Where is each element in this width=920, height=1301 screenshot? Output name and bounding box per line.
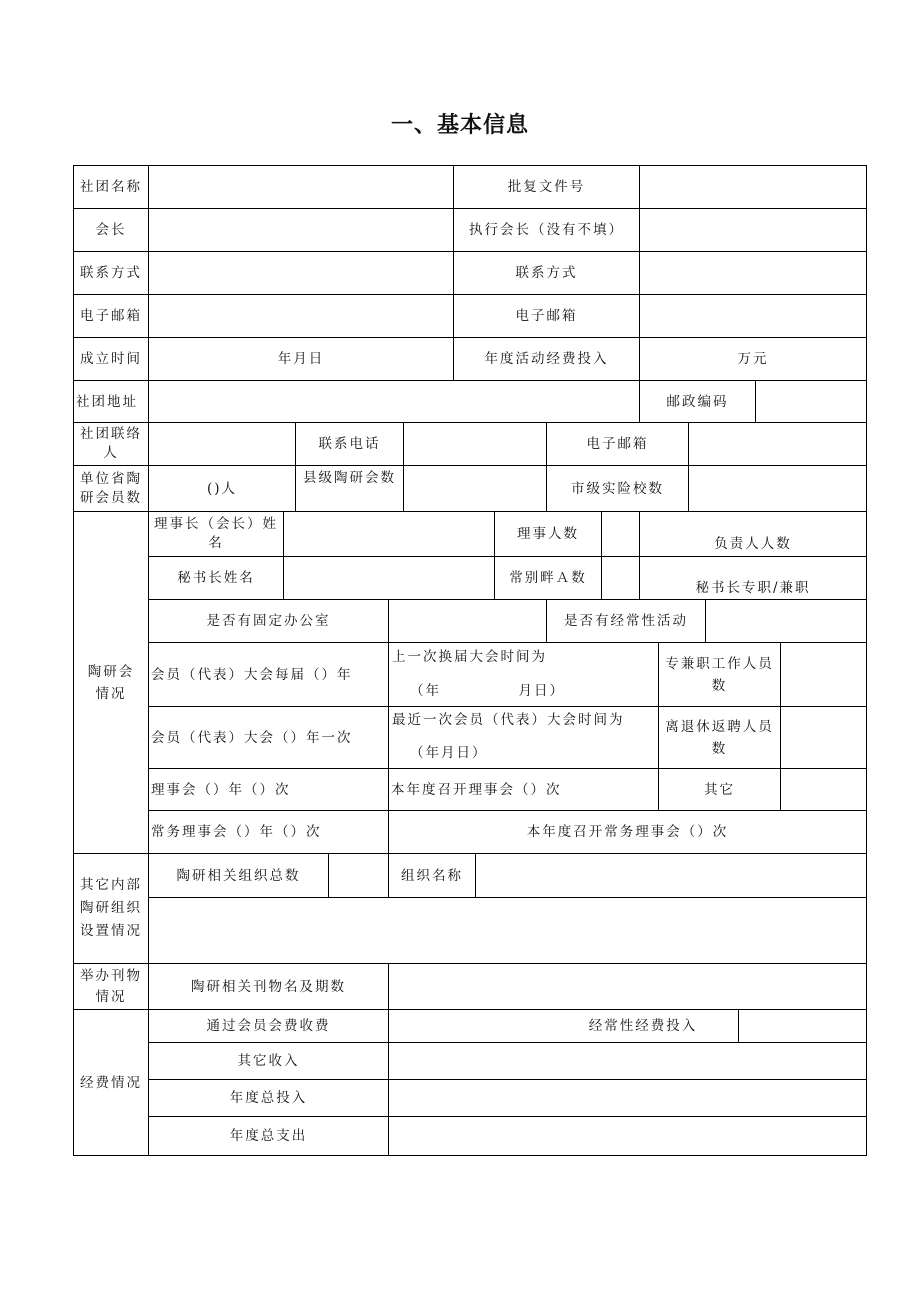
label-responsible-count: 负责人人数: [714, 536, 792, 552]
member-count-value: ()人: [206, 480, 238, 497]
table-border-right: [866, 165, 867, 1156]
label-congress-frequency: 会员（代表）大会（）年一次: [151, 729, 353, 746]
col-line: [328, 853, 329, 897]
last-election-date: （年 月日）: [410, 683, 565, 699]
founded-date-value: 年月日: [277, 351, 325, 367]
table-border-bottom: [73, 1155, 867, 1156]
label-council-meetings: 理事会（）年（）次: [151, 781, 291, 798]
label-council-count: 理事人数: [517, 526, 579, 542]
label-city-schools: 市级实险校数: [571, 480, 664, 497]
col-line: [283, 511, 284, 599]
label-funding-section: 经费情况: [80, 1074, 142, 1091]
label-has-activities: 是否有经常性活动: [564, 613, 688, 629]
label-society-name: 社团名称: [80, 179, 142, 195]
col-line: [388, 963, 389, 1156]
label-approval-doc-no: 批复文件号: [507, 179, 586, 195]
label-staff-count: 专兼职工作人员数: [665, 655, 774, 694]
label-secretary-type: 秘书长专职/兼职: [695, 580, 811, 596]
label-membership-fees: 通过会员会费收费: [206, 1018, 331, 1034]
label-congress-term: 会员（代表）大会每届（）年: [151, 666, 353, 683]
label-annual-input: 年度总投入: [229, 1090, 308, 1106]
label-member-count: 单位省陶研会员数: [80, 470, 142, 506]
label-liaison: 社团联络人: [80, 426, 142, 461]
row-line: [148, 897, 867, 898]
label-org-name: 组织名称: [401, 867, 463, 884]
label-email-2: 电子邮箱: [515, 308, 578, 324]
col-line: [403, 422, 404, 511]
col-line: [780, 642, 781, 810]
label-postal-code: 邮政编码: [666, 393, 729, 410]
label-retired-count: 离退休返聘人员数: [665, 718, 774, 757]
label-contact-2: 联系方式: [515, 265, 578, 281]
col-line: [755, 380, 756, 422]
label-society-address: 社团地址: [76, 393, 138, 410]
col-line: [688, 422, 689, 511]
col-line: [601, 511, 602, 599]
label-founded-date: 成立时间: [80, 351, 142, 367]
label-other: 其它: [704, 781, 735, 798]
label-standing-this-year: 本年度召开常务理事会（）次: [526, 824, 729, 840]
label-secretary-name: 秘书长姓名: [177, 570, 255, 586]
label-email: 电子邮箱: [80, 308, 142, 324]
label-president: 会长: [95, 222, 127, 238]
col-line: [475, 853, 476, 897]
label-regular-funding: 经常性经费投入: [588, 1018, 698, 1034]
label-publication-names: 陶研相关刊物名及期数: [191, 978, 346, 995]
label-has-office: 是否有固定办公室: [206, 613, 331, 629]
label-county-societies: 县级陶研会数: [303, 470, 396, 486]
label-annual-funding: 年度活动经费投入: [484, 351, 609, 367]
label-other-income: 其它收入: [237, 1053, 300, 1069]
latest-congress-date: （年月日）: [410, 745, 488, 761]
page-title: 一、基本信息: [390, 113, 529, 138]
label-liaison-email: 电子邮箱: [586, 436, 649, 452]
label-annual-expense: 年度总支出: [229, 1128, 308, 1144]
col-line: [738, 1009, 739, 1042]
label-council-this-year: 本年度召开理事会（）次: [391, 781, 562, 798]
label-contact: 联系方式: [80, 265, 142, 281]
label-publication-section: 举办刊物情况: [80, 967, 142, 1005]
label-org-total: 陶研相关组织总数: [176, 867, 301, 884]
label-tao-section: 陶研会情况: [87, 663, 135, 702]
label-liaison-phone: 联系电话: [318, 436, 381, 452]
label-executive-president: 执行会长（没有不填）: [469, 222, 624, 238]
label-standing-meetings: 常务理事会（）年（）次: [151, 824, 322, 840]
label-internal-section: 其它内部陶研组织设置情况: [80, 877, 142, 939]
label-standing-count: 常别畔Ａ数: [509, 570, 587, 586]
funding-unit: 万元: [737, 351, 769, 367]
row-line: [73, 422, 867, 423]
label-director-name: 理事长（会长）姓名: [154, 516, 278, 551]
label-last-election: 上一次换届大会时间为: [392, 649, 547, 665]
label-latest-congress: 最近一次会员（代表）大会时间为: [392, 712, 625, 728]
